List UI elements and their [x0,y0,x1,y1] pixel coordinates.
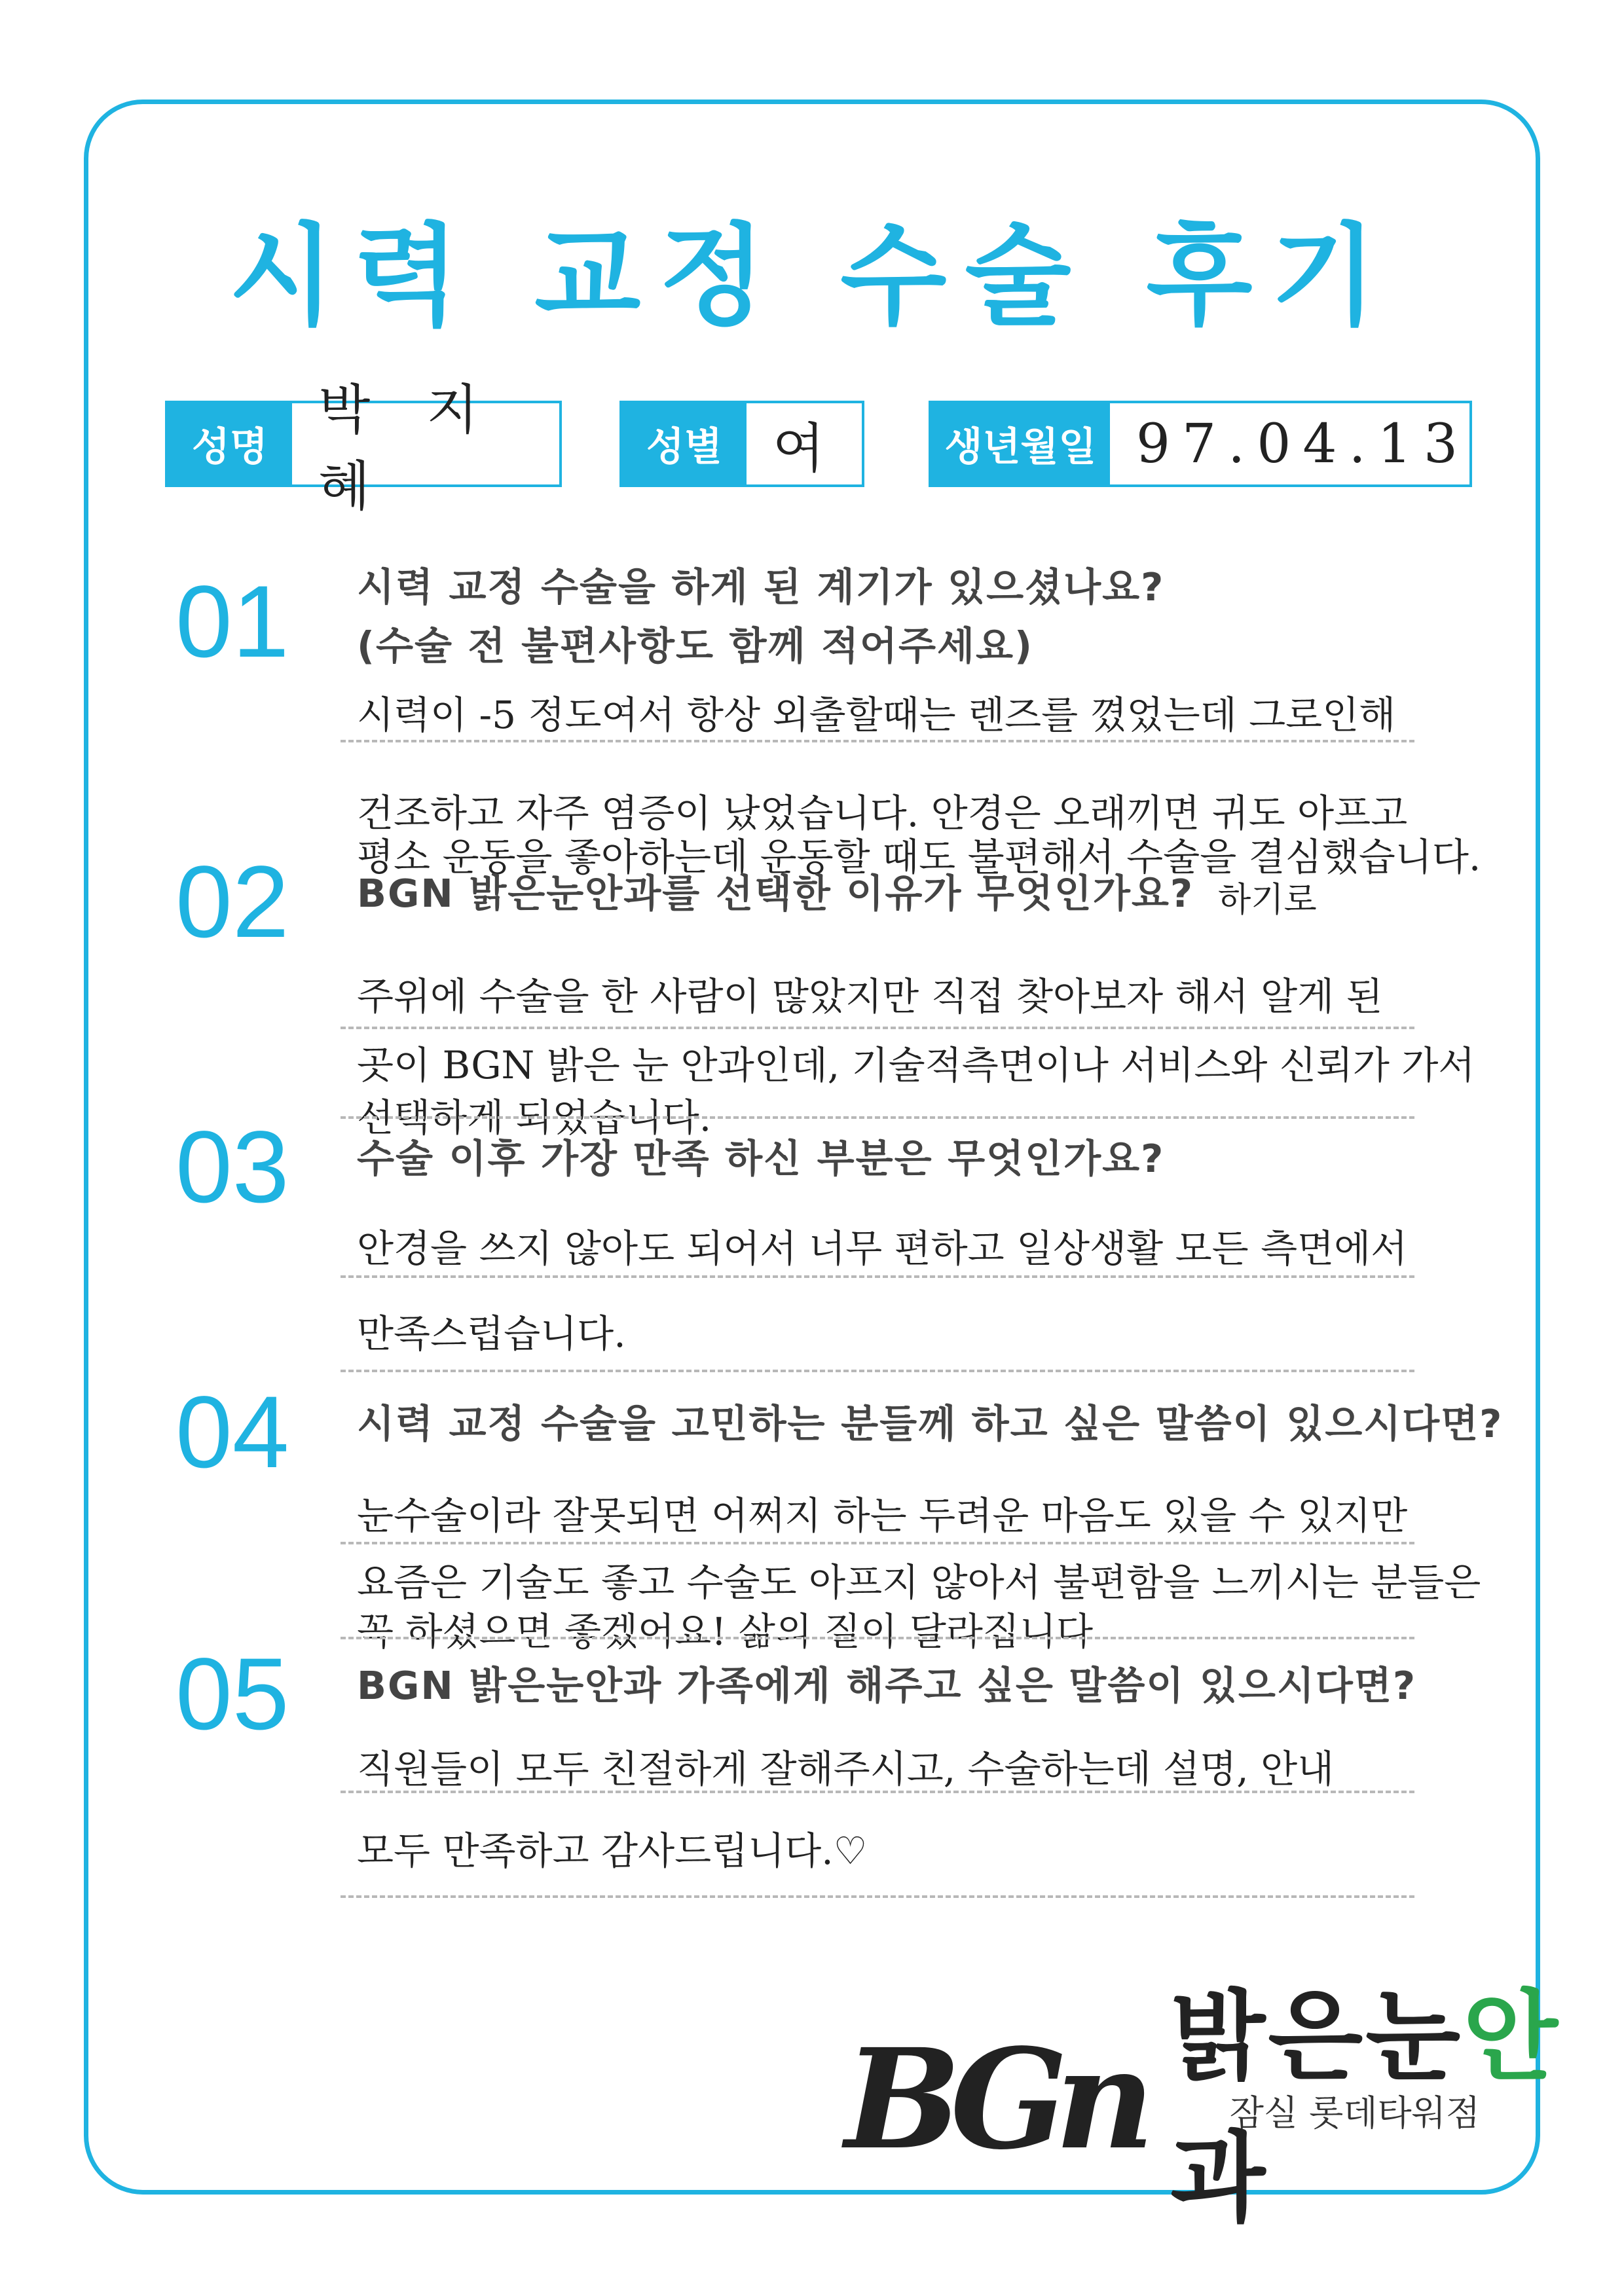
answer-line: 곳이 BGN 밝은 눈 안과인데, 기술적측면이나 서비스와 신뢰가 가서 [357,1043,1475,1087]
answer-line: 요즘은 기술도 좋고 수술도 아프지 않아서 불편함을 느끼시는 분들은 [357,1560,1481,1605]
answer-rule [341,740,1414,742]
birthdate-label: 생년월일 [931,403,1110,484]
answer-line: 건조하고 자주 염증이 났었습니다. 안경은 오래끼면 귀도 아프고 [357,791,1408,835]
question-text: 수술 이후 가장 만족 하신 부분은 무엇인가요? [357,1136,1165,1181]
question-number: 01 [175,565,289,679]
question-number: 04 [175,1376,289,1489]
gender-label: 성별 [622,403,747,484]
question-number: 02 [175,845,289,959]
answer-line: 모두 만족하고 감사드립니다.♡ [357,1829,868,1873]
answer-rule [341,1895,1414,1898]
birthdate-field [929,401,1472,487]
name-label: 성명 [168,403,292,484]
question-number: 05 [175,1637,289,1751]
answer-line: 직원들이 모두 친절하게 잘해주시고, 수술하는데 설명, 안내 [357,1747,1335,1791]
brand-name-accent: 안 [1463,1980,1561,2094]
answer-line: 평소 운동을 좋아하는데 운동할 때도 불편해서 수술을 결심했습니다. [357,835,1481,879]
birthdate-value: 97.04.13 [1135,412,1469,475]
answer-line: 눈수술이라 잘못되면 어쩌지 하는 두려운 마음도 있을 수 있지만 [357,1493,1408,1538]
answer-rule [341,1275,1414,1278]
answer-rule [341,1027,1414,1029]
question-text: 시력 교정 수술을 하게 된 계기가 있으셨나요? [357,564,1165,610]
bgn-logo-mark: BGn [845,2018,1142,2180]
gender-field [619,401,864,487]
question-number: 03 [175,1110,289,1224]
answer-rule [341,1637,1414,1639]
branch-name: 잠실 롯데타워점 [1229,2092,1480,2134]
brand-name-part: 밝은눈 [1170,1980,1464,2094]
page-title: 시력 교정 수술 후기 [229,212,1395,340]
answer-line: 시력이 -5 정도여서 항상 외출할때는 렌즈를 꼈었는데 그로인해 [357,693,1396,737]
gender-value: 여 [773,417,845,480]
question-text: BGN 밝은눈안과 가족에게 해주고 싶은 말씀이 있으시다면? [357,1663,1417,1708]
answer-line: 주위에 수술을 한 사람이 많았지만 직접 찾아보자 해서 알게 된 [357,974,1383,1019]
question-subtext: (수술 전 불편사항도 함께 적어주세요) [357,623,1034,668]
brand-name-part: 과 [1170,2122,1268,2236]
name-field [165,379,562,518]
answer-rule [341,1791,1414,1793]
answer-line: 꼭 하셨으면 좋겠어요! 삶의 질이 달라집니다 [357,1609,1093,1654]
answer-rule [341,1542,1414,1544]
answer-line: 안경을 쓰지 않아도 되어서 너무 편하고 일상생활 모든 측면에서 [357,1226,1408,1271]
answer-rule [341,1116,1414,1119]
name-value: 박 지 혜 [318,379,498,518]
question-text: BGN 밝은눈안과를 선택한 이유가 무엇인가요? [357,871,1194,916]
answer-line: 만족스럽습니다. [357,1311,626,1356]
question-text: 시력 교정 수술을 고민하는 분들께 하고 싶은 말씀이 있으시다면? [357,1401,1504,1446]
answer-line: 선택하게 되었습니다. [357,1095,712,1140]
answer-note: 하기로 [1218,881,1317,920]
answer-rule [341,1370,1414,1372]
